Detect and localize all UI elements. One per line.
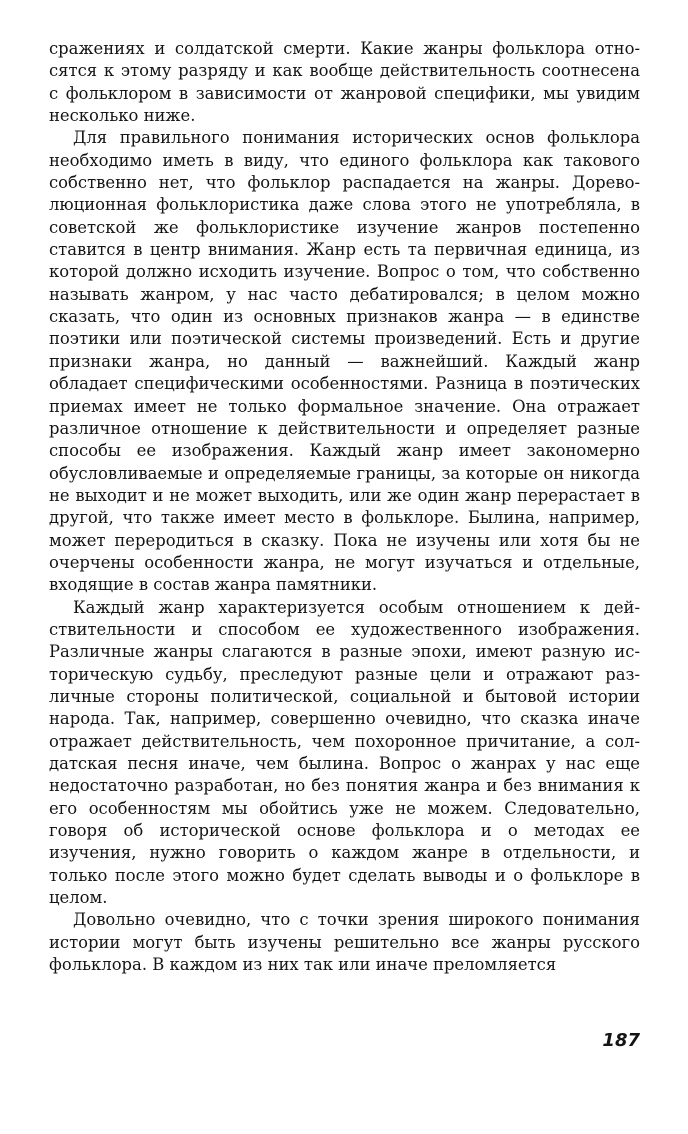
page-number: 187 — [602, 1030, 640, 1051]
paragraph-4: Довольно очевидно, что с точки зрения широкого понимания истории могут быть изучены решительно все жанры русского фольклора. В каждом из них так или иначе преломляется — [49, 910, 640, 975]
page-body — [49, 38, 640, 976]
paragraph-1: сражениях и солдатской смерти. Какие жанры фольклора относятся к этому разряду и как вообще действительность соотнесена с фольклором в зависимости от жанровой специфики, мы увидим несколько ниже. — [49, 39, 640, 126]
paragraph-2: Для правильного понимания исторических основ фольклора необходимо иметь в виду, что единого фольклора как такового собственно нет, что фольклор распадается на жанры. Дореволюционная фольклористика даже слова этого не употребляла, в советской же фольклористике изучение жанров постепенно ставится в центр внимания. Жанр есть та первичная единица, из которой должно исходить изучение. Вопрос о том, что собственно называть жанром, у нас часто дебатировался; в целом можно сказать, что один из основных признаков жанра — в единстве поэтики или поэтической системы произведений. Есть и другие признаки жанра, но данный — важнейший. Каждый жанр обладает специфическими особенностями. Разница в поэтических приемах имеет не только формальное значение. Она отражает различное отношение к действительности и определяет разные способы ее изображения. Каждый жанр имеет закономерно обусловливаемые и определяемые границы, за которые он никогда не выходит и не может выходить, или же один жанр перерастает в другой, что также имеет место в фольклоре. Былина, например, может переродиться в сказку. Пока не изучены или хотя бы не очерчены особенности жанра, не могут изучаться и отдельные, входящие в состав жанра памятники. — [49, 128, 640, 595]
paragraph-3: Каждый жанр характеризуется особым отношением к действительности и способом ее художественного изображения. Различные жанры слагаются в разные эпохи, имеют разную историческую судьбу, преследуют разные цели и отражают различные стороны политической, социальной и бытовой истории народа. Так, например, совершенно очевидно, что сказка иначе отражает действительность, чем похоронное причитание, а солдатская песня иначе, чем былина. Вопрос о жанрах у нас еще недостаточно разработан, но без понятия жанра и без внимания к его особенностям мы обойтись уже не можем. Следовательно, говоря об исторической основе фольклора и о методах ее изучения, нужно говорить о каждом жанре в отдельности, и только после этого можно будет сделать выводы и о фольклоре в целом. — [49, 597, 640, 908]
